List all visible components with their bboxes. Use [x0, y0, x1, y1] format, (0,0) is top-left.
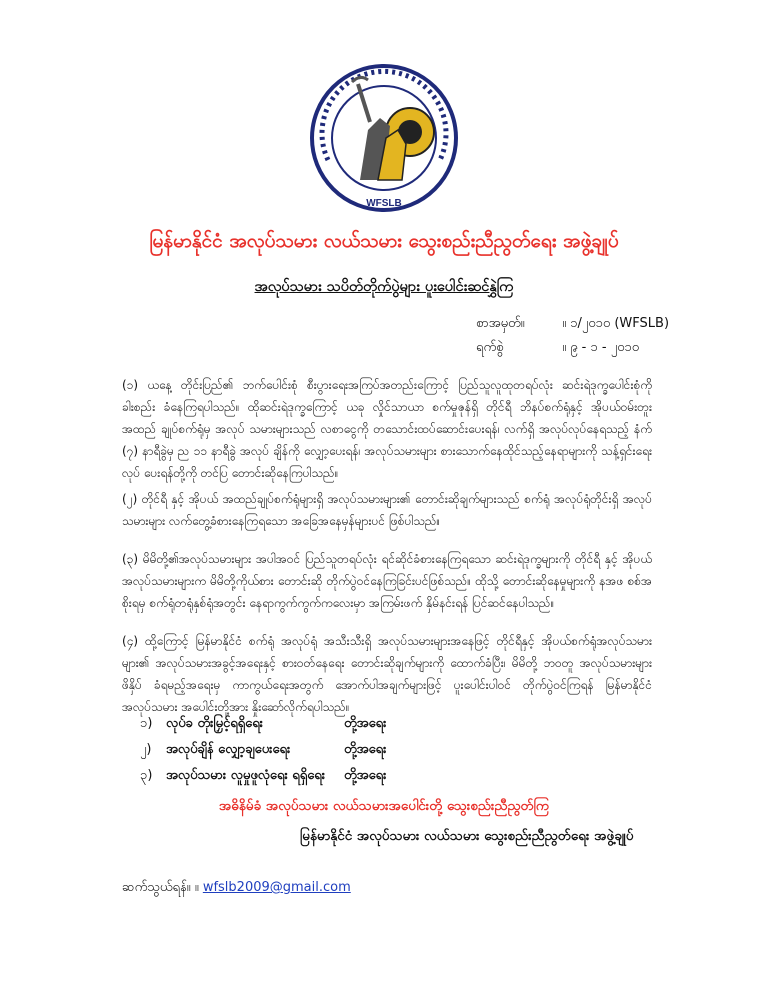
demand-number: ၃) [140, 768, 153, 783]
demand-status: တို့အရေး [344, 716, 387, 731]
logo-ring-text: WFSLB [366, 198, 402, 209]
slogan: အဓိနိမ်ခံ အလုပ်သမား လယ်သမားအပေါင်းတို့ သွေးစည်းညီညွတ်ကြ [218, 798, 550, 814]
paragraph-2: (၂) တိုင်ရီ နှင့် အိုပယ် အထည်ချုပ်စက်ရုံများရှိ အလုပ်သမားများ၏ တောင်းဆိုချက်များသည် စက်ရုံ အလုပ်ရုံတိုင်းရှိ အလုပ် သမားများ လက်တွေ့ခံစားနေကြရသော အခြေအနေမှန်များပင် ဖြစ်ပါသည်။ [122, 492, 652, 528]
demand-number: ၂) [140, 742, 152, 757]
paragraph-1: (၁) ယနေ့ တိုင်းပြည်၏ ဘက်ပေါင်းစုံ စီးပွားရေးအကြပ်အတည်းကြောင့် ပြည်သူလူထုတရပ်လုံး ဆင်းရဲဒုက္ခပေါင်းစုံကို ခါးစည်း ခံနေကြရပါသည်။ ထိုဆင်းရဲဒုက္ခကြောင့် ယခု လှိုင်သာယာ စက်မှုဇုန်ရှိ တိုင်ရီ ဘိနပ်စက်ရုံနှင့် အိုပယ်ဝမ်းတူး အထည် ချုပ်စက်ရုံမှ အလုပ် သမားများသည် လစာငွေကို တသောင်းထပ်ဆောင်းပေးရန်၊ လက်ရှိ အလုပ်လုပ်နေရသည့် နံက် (၇) နာရီခွဲမှ ည ၁၁ နာရီခွဲ အလုပ် ချိန်ကို လျှော့ပေးရန်၊ အလုပ်သမားများ စားသောက်နေထိုင်သည့်နေရာများကို သန့်ရှင်းရေး လုပ် ပေးရန်တို့ကို တင်ပြ တောင်းဆိုနေကြပါသည်။ [122, 378, 652, 480]
reference-date-label: ရက်စွဲ [476, 340, 504, 355]
demand-text: အလုပ်ချိန် လျှော့ချပေးရေး [166, 742, 291, 757]
demand-text: လုပ်ခ တိုးမြှင့်ရရှိရေး [166, 716, 263, 731]
document-heading [0, 276, 768, 298]
reference-date-row [476, 338, 639, 358]
reference-number-value: ။ ၁/၂၀၁၀ (WFSLB) [562, 316, 670, 331]
organization-logo [298, 60, 470, 220]
reference-date-value: ။ ၉ - ၁ - ၂၀၁၀ [562, 340, 640, 355]
demand-item [140, 740, 386, 760]
signoff-organization: မြန်မာနိုင်ငံ အလုပ်သမား လယ်သမား သွေးစည်းညီညွတ်ရေး အဖွဲ့ချုပ် [300, 828, 634, 844]
wfslb-emblem-icon [298, 60, 470, 220]
contact-email-link[interactable]: wfslb2009@gmail.com [202, 880, 351, 895]
demand-number: ၁) [140, 716, 153, 731]
contact-label: ဆက်သွယ်ရန်။ [122, 880, 191, 895]
demand-item [140, 766, 386, 786]
organization-title: မြန်မာနိုင်ငံ အလုပ်သမား လယ်သမား သွေးစည်းညီညွတ်ရေး အဖွဲ့ချုပ် [149, 230, 619, 252]
demand-item [140, 714, 386, 734]
contact-separator: ။ [194, 880, 199, 895]
contact-line [122, 878, 351, 898]
reference-number-row [476, 314, 669, 334]
demand-status: တို့အရေး [344, 742, 387, 757]
paragraph-3: (၃) မိမိတို့၏အလုပ်သမားများ အပါအဝင် ပြည်သူတရပ်လုံး ရင်ဆိုင်ခံစားနေကြရသော ဆင်းရဲဒုက္ခများကို တိုင်ရီ နှင့် အိုပယ် အလုပ်သမားများက မိမိတို့ကိုယ်စား တောင်းဆို တိုက်ပွဲဝင်နေကြခြင်းပင်ဖြစ်သည်။ ထိုသို့ တောင်းဆိုနေမှုများကို နအဖ စစ်အ စိုးရမှ စက်ရုံတရုံနှစ်ရုံအတွင်း နေရာကွက်ကွက်ကလေးမှာ အကြမ်းဖက် နှိမ်နင်းရန် ပြင်ဆင်နေပါသည်။ [122, 552, 652, 610]
reference-number-label: စာအမှတ်။ [476, 316, 525, 331]
heading-text: အလုပ်သမား သပိတ်တိုက်ပွဲများ ပူးပေါင်းဆင်နွှဲကြ [254, 279, 514, 295]
demand-text: အလုပ်သမား လူမှုဖူလုံရေး ရရှိရေး [166, 768, 326, 783]
demand-status: တို့အရေး [344, 768, 387, 783]
paragraph-4: (၄) ထို့ကြောင့် မြန်မာနိုင်ငံ စက်ရုံ အလုပ်ရုံ အသီးသီးရှိ အလုပ်သမားများအနေဖြင့် တိုင်ရီနှင့် အိုပယ်စက်ရုံအလုပ်သမားများ၏ အလုပ်သမားအခွင့်အရေးနှင့် စားဝတ်နေရေး တောင်းဆိုချက်များကို ထောက်ခံပြီး၊ မိမိတို့ ဘဝတူ အလုပ်သမားများ ဖိနှိပ် ခံရမည့်အရေးမှ ကာကွယ်ရေးအတွက် အောက်ပါအချက်များဖြင့် ပူးပေါင်းပါဝင် တိုက်ပွဲဝင်ကြရန် မြန်မာနိုင်ငံ အလုပ်သမား အပေါင်းတို့အား နှိုးဆော်လိုက်ရပါသည်။ [122, 634, 652, 714]
